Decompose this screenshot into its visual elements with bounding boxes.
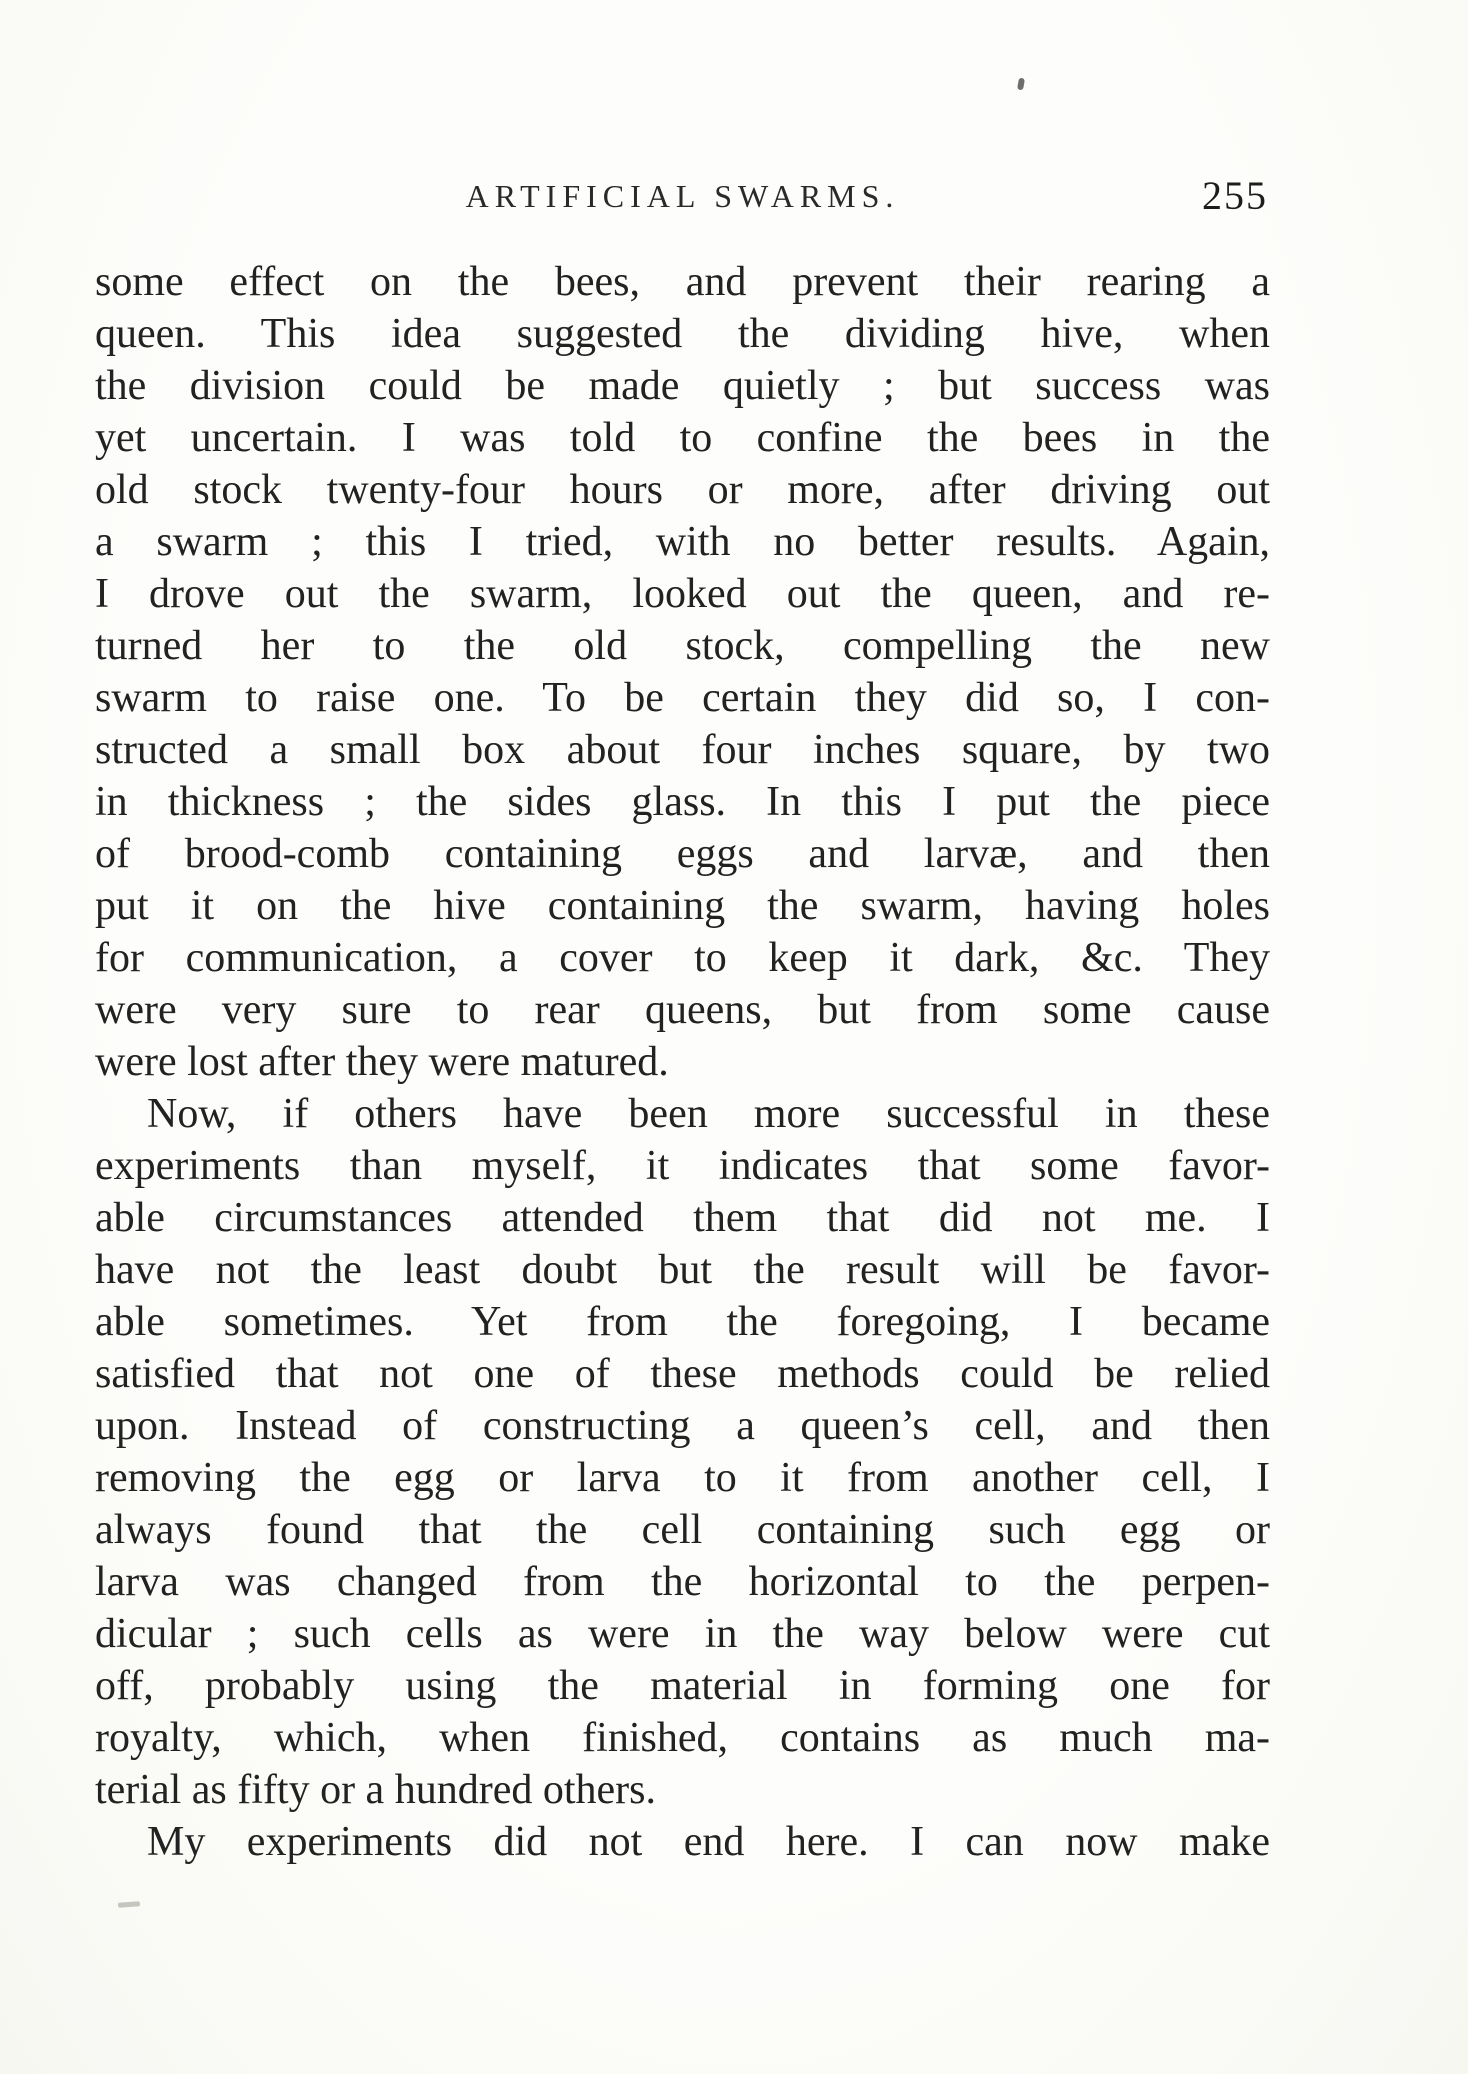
text-line: old stock twenty-four hours or more, after driving out [95, 467, 1270, 513]
text-line: turned her to the old stock, compelling the new [95, 623, 1270, 669]
text-line: off, probably using the material in forming one for [95, 1663, 1270, 1709]
text-line: royalty, which, when finished, contains as much ma- [95, 1715, 1270, 1761]
text-line: dicular ; such cells as were in the way below were cut [95, 1611, 1270, 1657]
text-line: larva was changed from the horizontal to the perpen- [95, 1559, 1270, 1605]
text-body [95, 256, 1270, 1868]
text-line: the division could be made quietly ; but success was [95, 363, 1270, 409]
text-line: some effect on the bees, and prevent their rearing a [95, 259, 1270, 305]
scan-speck [1017, 78, 1025, 91]
text-line: for communication, a cover to keep it dark, &c. They [95, 935, 1270, 981]
text-line: of brood-comb containing eggs and larvæ, and then [95, 831, 1270, 877]
text-line: able sometimes. Yet from the foregoing, I became [95, 1299, 1270, 1345]
text-line: were lost after they were matured. [95, 1039, 669, 1085]
page-number: 255 [1202, 173, 1268, 218]
running-head: ARTIFICIAL SWARMS. [465, 178, 900, 214]
text-line: have not the least doubt but the result will be favor- [95, 1247, 1270, 1293]
text-block [95, 173, 1270, 1868]
text-line: swarm to raise one. To be certain they did so, I con- [95, 675, 1270, 721]
text-line: in thickness ; the sides glass. In this I put the piece [95, 779, 1270, 825]
text-line: experiments than myself, it indicates that some favor- [95, 1143, 1270, 1189]
text-line: yet uncertain. I was told to confine the bees in the [95, 415, 1270, 461]
text-line: able circumstances attended them that did not me. I [95, 1195, 1270, 1241]
text-line: My experiments did not end here. I can now make [147, 1819, 1270, 1865]
text-line: always found that the cell containing such egg or [95, 1507, 1270, 1553]
text-line: structed a small box about four inches square, by two [95, 727, 1270, 773]
text-line: queen. This idea suggested the dividing hive, when [95, 311, 1270, 357]
text-line: terial as fifty or a hundred others. [95, 1767, 656, 1813]
page-header [95, 173, 1270, 232]
text-line: satisfied that not one of these methods could be relied [95, 1351, 1270, 1397]
text-line: put it on the hive containing the swarm, having holes [95, 883, 1270, 929]
text-line: I drove out the swarm, looked out the queen, and re- [95, 571, 1270, 617]
text-line: removing the egg or larva to it from another cell, I [95, 1455, 1270, 1501]
text-line: a swarm ; this I tried, with no better results. Again, [95, 519, 1270, 565]
scan-speck [118, 1901, 140, 1908]
text-line: upon. Instead of constructing a queen’s cell, and then [95, 1403, 1270, 1449]
text-line: were very sure to rear queens, but from some cause [95, 987, 1270, 1033]
text-line: Now, if others have been more successful in these [147, 1091, 1270, 1137]
